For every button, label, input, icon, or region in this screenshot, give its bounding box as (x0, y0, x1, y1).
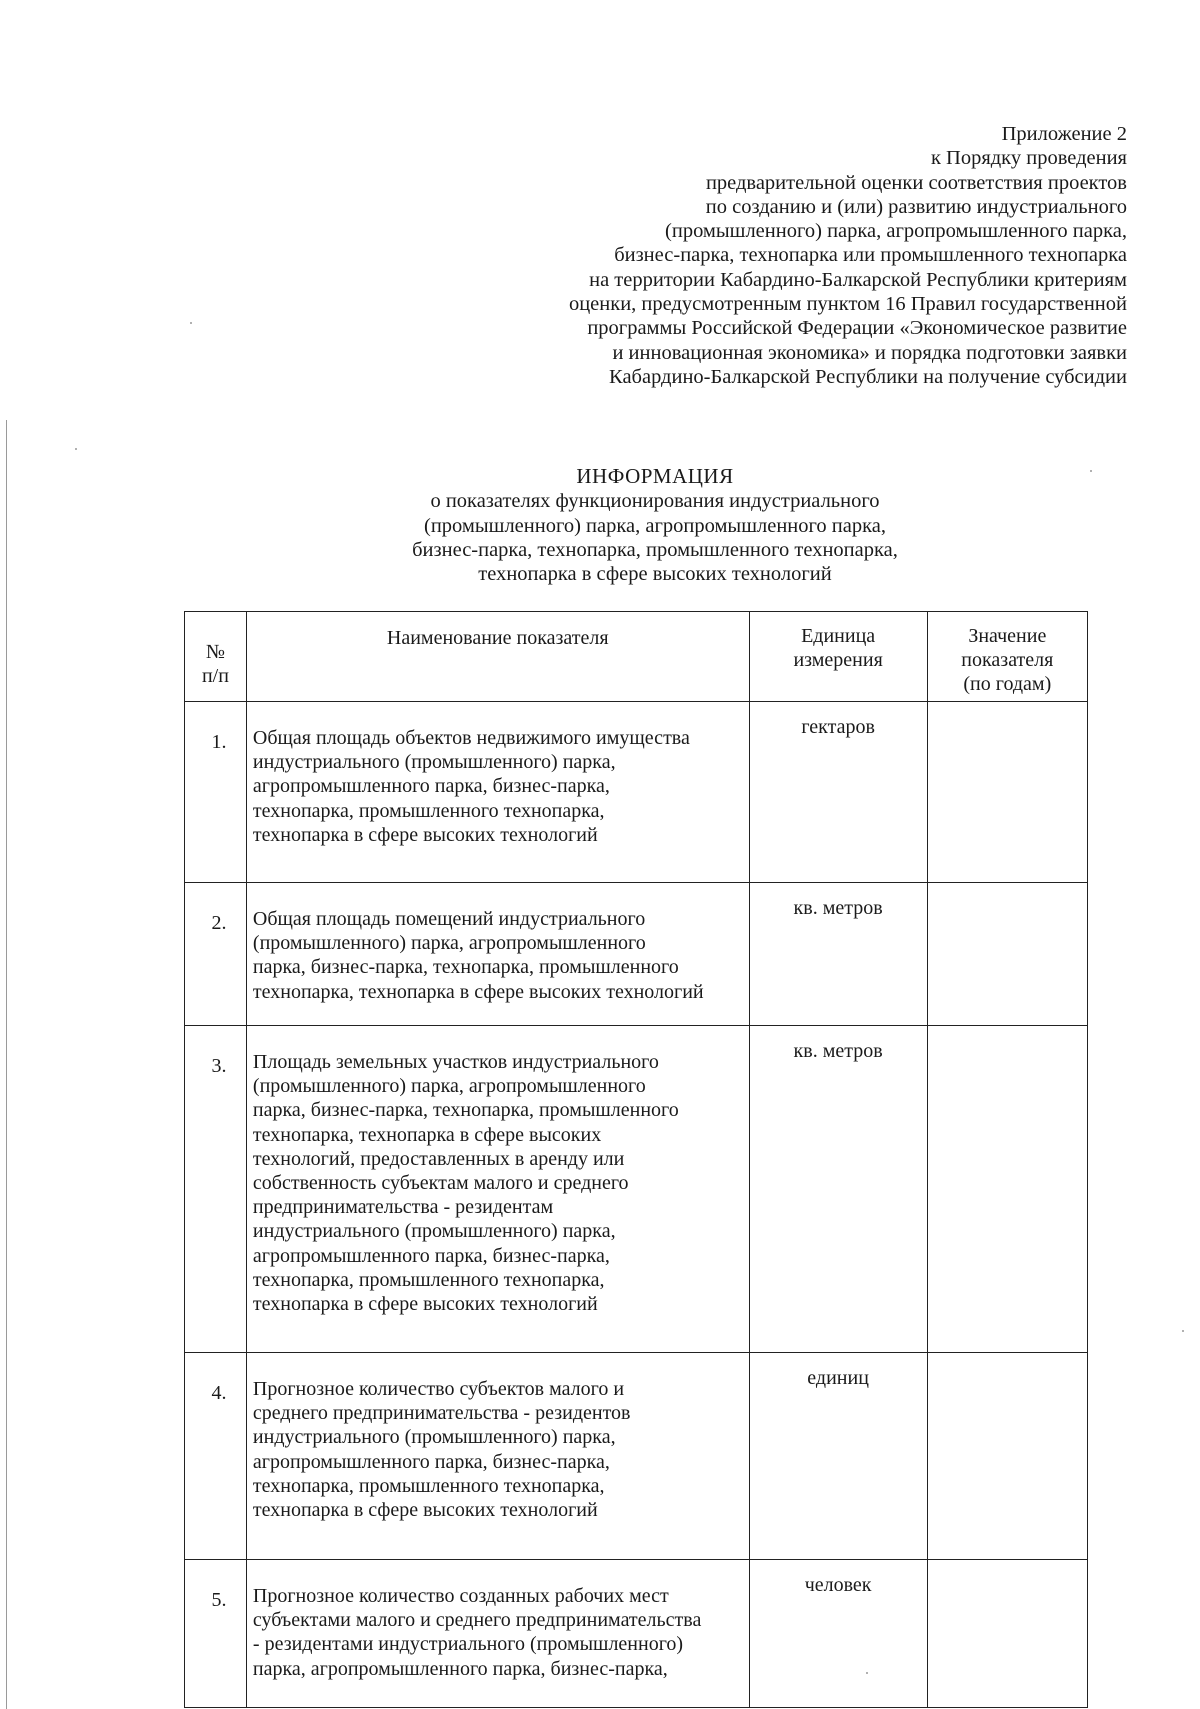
row-unit: человек (749, 1560, 927, 1708)
row-name-line: технопарка, технопарка в сфере высоких (252, 1123, 602, 1146)
scan-speck (1182, 1330, 1184, 1332)
row-name-line: субъектами малого и среднего предпринимательства (252, 1609, 702, 1632)
header-name-text: Наименование показателя (386, 627, 609, 649)
row-value (927, 1026, 1087, 1353)
scan-margin-line (6, 420, 7, 1709)
row-name-line: технопарка в сфере высоких технологий (252, 823, 598, 846)
header-value-line: показателя (961, 649, 1054, 672)
header-unit (749, 612, 927, 702)
row-name-line: технопарка, промышленного технопарка, (252, 1268, 605, 1291)
row-name-line: (промышленного) парка, агропромышленного (252, 1075, 646, 1098)
appendix-line: предварительной оценки соответствия проектов (705, 171, 1127, 194)
table-row (185, 883, 1088, 1026)
header-value (927, 612, 1087, 702)
header-name (246, 612, 749, 702)
table-row (185, 702, 1088, 883)
scan-speck (75, 448, 77, 450)
row-number: 3. (185, 1026, 247, 1353)
title-line: бизнес-парка, технопарка, промышленного технопарка, (412, 538, 898, 561)
document-title (280, 464, 1030, 586)
row-name-line: индустриального (промышленного) парка, (252, 1426, 616, 1449)
row-name-line: собственность субъектам малого и среднего (252, 1172, 629, 1195)
header-unit-line: измерения (793, 649, 883, 672)
appendix-line: (промышленного) парка, агропромышленного парка, (665, 220, 1127, 243)
table-row (185, 1353, 1088, 1560)
row-name-line: парка, бизнес-парка, технопарка, промышленного (252, 956, 679, 979)
scan-speck (1090, 470, 1092, 472)
row-value (927, 702, 1087, 883)
appendix-line: Кабардино-Балкарской Республики на получение субсидии (609, 365, 1127, 388)
row-unit: гектаров (749, 702, 927, 883)
row-name-line: индустриального (промышленного) парка, (252, 1220, 616, 1243)
row-number: 5. (185, 1560, 247, 1708)
row-name (246, 883, 749, 1026)
row-name-line: технологий, предоставленных в аренду или (252, 1147, 625, 1170)
row-name-line: парка, агропромышленного парка, бизнес-парка, (252, 1657, 668, 1680)
appendix-line: на территории Кабардино-Балкарской Республики критериям (589, 268, 1127, 291)
row-name-line: агропромышленного парка, бизнес-парка, (252, 775, 610, 798)
row-name-line: Общая площадь помещений индустриального (252, 908, 646, 930)
row-unit: кв. метров (749, 883, 927, 1026)
appendix-line: к Порядку проведения (930, 147, 1127, 170)
row-unit: единиц (749, 1353, 927, 1560)
row-name-line: агропромышленного парка, бизнес-парка, (252, 1244, 610, 1267)
appendix-line: Приложение 2 (1001, 123, 1127, 145)
header-value-line: (по годам) (963, 673, 1052, 696)
row-name-line: среднего предпринимательства - резидентов (252, 1402, 631, 1425)
row-value (927, 1560, 1087, 1708)
table-row (185, 1560, 1088, 1708)
row-name-line: технопарка, промышленного технопарка, (252, 799, 605, 822)
header-number-line: п/п (201, 665, 229, 688)
indicators-table (184, 611, 1088, 1708)
header-value-line: Значение (968, 625, 1047, 647)
header-number-line: № (205, 641, 225, 663)
row-number: 4. (185, 1353, 247, 1560)
header-unit-line: Единица (801, 625, 876, 647)
scan-speck (190, 322, 192, 324)
title-line: (промышленного) парка, агропромышленного парка, (424, 514, 886, 537)
row-name-line: технопарка, промышленного технопарка, (252, 1474, 605, 1497)
row-name-line: технопарка, технопарка в сфере высоких технологий (252, 980, 704, 1003)
appendix-line: бизнес-парка, технопарка или промышленного технопарка (614, 244, 1127, 267)
row-name-line: Прогнозное количество созданных рабочих мест (252, 1585, 669, 1607)
row-name-line: (промышленного) парка, агропромышленного (252, 932, 646, 955)
row-name-line: технопарка в сфере высоких технологий (252, 1293, 598, 1316)
row-value (927, 883, 1087, 1026)
row-name (246, 1353, 749, 1560)
row-name (246, 1560, 749, 1708)
row-name (246, 1026, 749, 1353)
row-name-line: предпринимательства - резидентам (252, 1196, 554, 1219)
title-line: технопарка в сфере высоких технологий (478, 563, 832, 586)
row-name-line: парка, бизнес-парка, технопарка, промышленного (252, 1099, 679, 1122)
row-value (927, 1353, 1087, 1560)
appendix-line: программы Российской Федерации «Экономическое развитие (587, 317, 1127, 340)
row-name-line: Прогнозное количество субъектов малого и (252, 1378, 625, 1400)
title-heading: ИНФОРМАЦИЯ (576, 464, 734, 488)
row-name-line: индустриального (промышленного) парка, (252, 751, 616, 774)
row-number: 2. (185, 883, 247, 1026)
row-name (246, 702, 749, 883)
title-line: о показателях функционирования индустриального (430, 490, 880, 513)
appendix-line: оценки, предусмотренным пунктом 16 Правил государственной (568, 293, 1127, 316)
appendix-line: по созданию и (или) развитию индустриального (705, 195, 1127, 218)
row-name-line: агропромышленного парка, бизнес-парка, (252, 1450, 610, 1473)
table-row (185, 1026, 1088, 1353)
header-number (185, 612, 247, 702)
row-name-line: Площадь земельных участков индустриального (252, 1051, 659, 1073)
row-name-line: технопарка в сфере высоких технологий (252, 1499, 598, 1522)
appendix-line: и инновационная экономика» и порядка подготовки заявки (612, 341, 1127, 364)
appendix-reference (407, 122, 1127, 389)
row-unit: кв. метров (749, 1026, 927, 1353)
row-name-line: - резидентами индустриального (промышленного) (252, 1633, 684, 1656)
table-header-row (185, 612, 1088, 702)
row-number: 1. (185, 702, 247, 883)
row-name-line: Общая площадь объектов недвижимого имущества (252, 727, 690, 749)
